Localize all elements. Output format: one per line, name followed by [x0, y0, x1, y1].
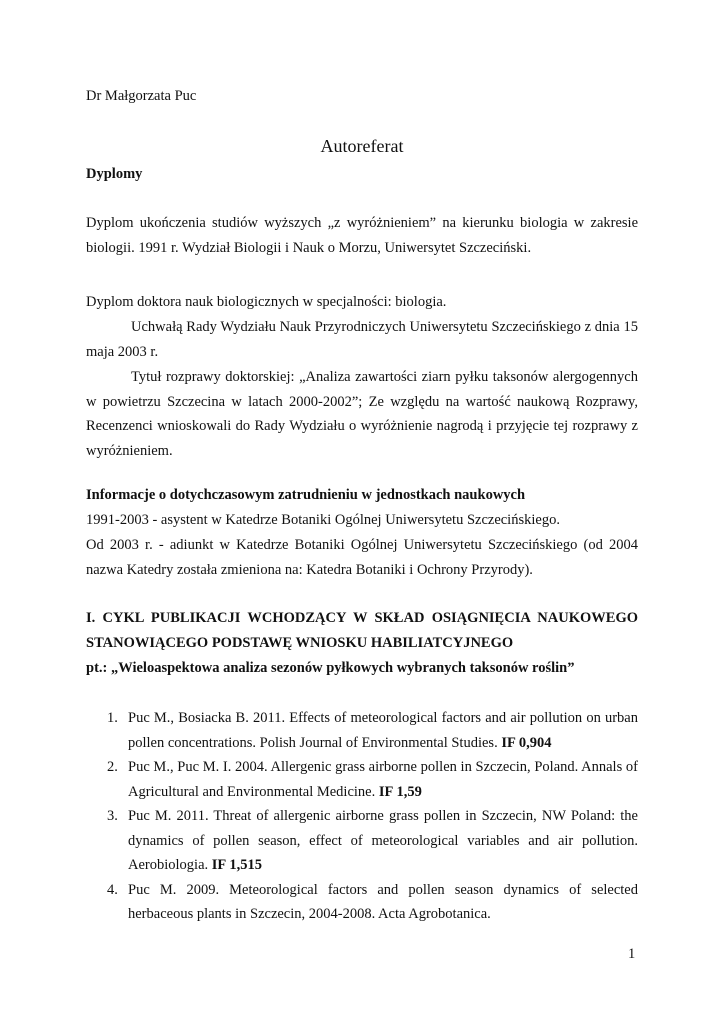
list-item	[86, 755, 638, 804]
diploma-masters-paragraph: Dyplom ukończenia studiów wyższych „z wyróżnieniem” na kierunku biologia w zakresie biologii. 1991 r. Wydział Biologii i Nauk o Morzu, Uniwersytet Szczeciński.	[86, 215, 638, 256]
list-item-text: Puc M. 2011. Threat of allergenic airborne grass pollen in Szczecin, NW Poland: the dynamics of pollen season, effect of meteorological variables and air pollution. Aerobiologia.	[128, 808, 638, 873]
phd-resolution-paragraph: Uchwałą Rady Wydziału Nauk Przyrodniczych Uniwersytetu Szczecińskiego z dnia 15 maja 2003 r.	[86, 319, 638, 360]
list-item-number: 2.	[107, 759, 118, 775]
list-item-number: 4.	[107, 881, 118, 898]
author-name: Dr Małgorzata Puc	[86, 88, 197, 104]
list-item	[86, 804, 638, 878]
employment-line-2: Od 2003 r. - adiunkt w Katedrze Botaniki Ogólnej Uniwersytetu Szczecińskiego (od 2004 nazwa Katedry została zmieniona na: Katedra Botaniki i Ochrony Przyrody).	[86, 537, 638, 578]
impact-factor: IF 1,59	[378, 783, 422, 800]
impact-factor: IF 0,904	[501, 734, 552, 751]
publication-cycle-subtitle: pt.: „Wieloaspektowa analiza sezonów pyłkowych wybranych taksonów roślin”	[86, 660, 575, 676]
list-item-text: Puc M., Bosiacka B. 2011. Effects of meteorological factors and air pollution on urban pollen concentrations. Polish Journal of Environmental Studies.	[128, 710, 638, 751]
publication-cycle-heading: I. CYKL PUBLIKACJI WCHODZĄCY W SKŁAD OSIĄGNIĘCIA NAUKOWEGO STANOWIĄCEGO PODSTAWĘ WNIOSKU HABILIATCYJNEGO	[86, 610, 638, 651]
list-item-number: 1.	[107, 710, 118, 726]
page-title: Autoreferat	[320, 136, 404, 156]
publication-list	[86, 706, 638, 927]
employment-line-1: 1991-2003 - asystent w Katedrze Botaniki Ogólnej Uniwersytetu Szczecińskiego.	[86, 512, 560, 528]
phd-thesis-paragraph: Tytuł rozprawy doktorskiej: „Analiza zawartości ziarn pyłku taksonów alergogennych w powietrzu Szczecina w latach 2000-2002”; Ze względu na wartość naukową Rozprawy, Recenzenci wnioskowali do Rady Wydziału o wyróżnienie nagrodą i przyjęcie tej rozprawy z wyróżnieniem.	[86, 369, 638, 459]
page-number: 1	[628, 946, 636, 962]
diploma-phd-paragraph: Dyplom doktora nauk biologicznych w specjalności: biologia.	[86, 294, 447, 310]
impact-factor: IF 1,515	[211, 857, 262, 873]
list-item	[86, 706, 638, 755]
list-item-text: Puc M. 2009. Meteorological factors and pollen season dynamics of selected herbaceous plants in Szczecin, 2004-2008. Acta Agrobotanica.	[128, 881, 638, 922]
employment-heading: Informacje o dotychczasowym zatrudnieniu w jednostkach naukowych	[86, 487, 526, 503]
list-item	[86, 878, 638, 927]
list-item-text: Puc M., Puc M. I. 2004. Allergenic grass airborne pollen in Szczecin, Poland. Annals of Agricultural and Environmental Medicine.	[128, 759, 638, 800]
diplomas-heading: Dyplomy	[86, 166, 143, 182]
list-item-number: 3.	[107, 808, 118, 824]
